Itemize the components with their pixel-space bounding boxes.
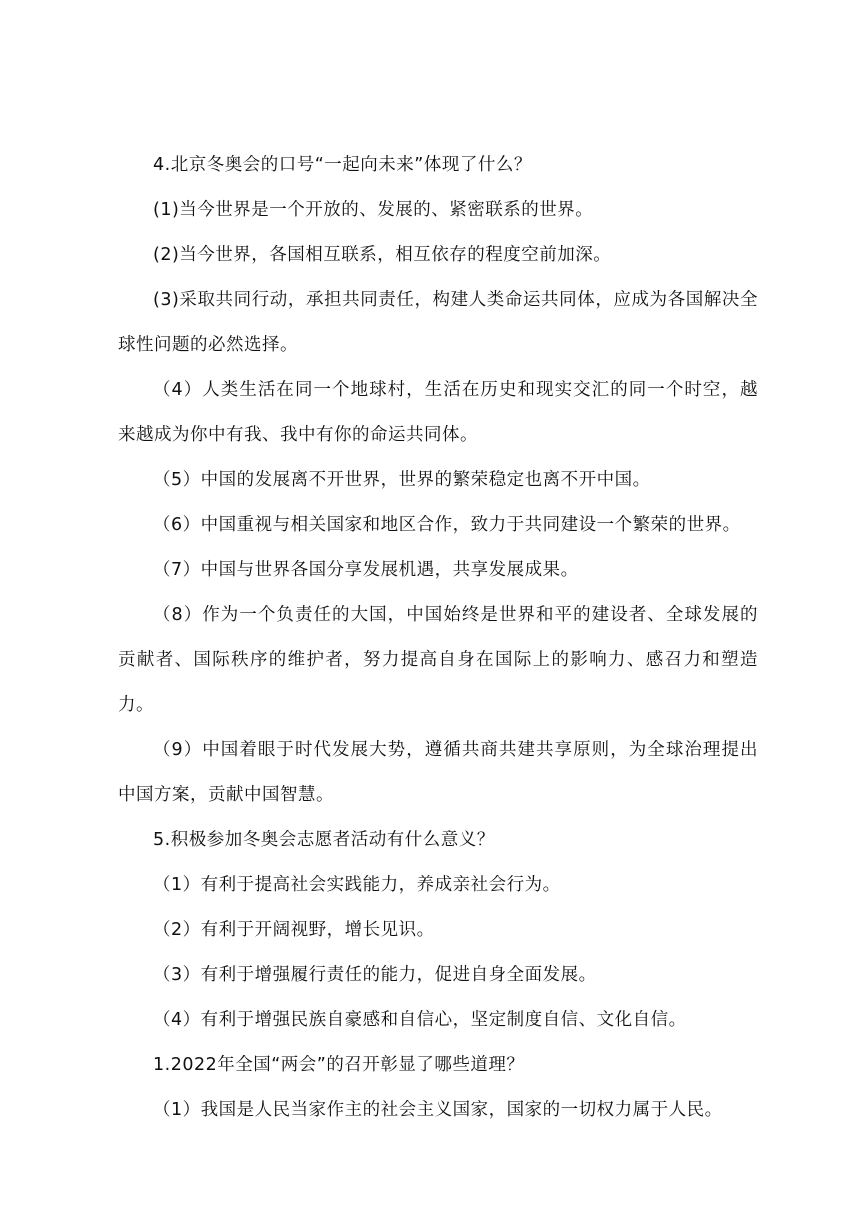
answer-4-item-6: （6）中国重视与相关国家和地区合作，致力于共同建设一个繁荣的世界。	[153, 515, 741, 535]
answer-5-item-4: （4）有利于增强民族自豪感和自信心，坚定制度自信、文化自信。	[153, 1010, 687, 1030]
answer-4-item-9: （9）中国着眼于时代发展大势，遵循共商共建共享原则，为全球治理提出中国方案，贡献中国智慧。	[118, 740, 758, 805]
question-4-heading: 4.北京冬奥会的口号“一起向未来”体现了什么？	[153, 155, 532, 175]
answer-4-item-8: （8）作为一个负责任的大国，中国始终是世界和平的建设者、全球发展的贡献者、国际秩序的维护者，努力提高自身在国际上的影响力、感召力和塑造力。	[118, 605, 758, 715]
answer-4-item-4: （4）人类生活在同一个地球村，生活在历史和现实交汇的同一个时空，越来越成为你中有我、我中有你的命运共同体。	[118, 380, 758, 445]
answer-4-item-3: (3)采取共同行动，承担共同责任，构建人类命运共同体，应成为各国解决全球性问题的必然选择。	[118, 290, 758, 355]
document-body	[118, 143, 758, 1133]
answer-4-item-7: （7）中国与世界各国分享发展机遇，共享发展成果。	[153, 560, 579, 580]
answer-5-item-2: （2）有利于开阔视野，增长见识。	[153, 920, 435, 940]
answer-4-item-1: (1)当今世界是一个开放的、发展的、紧密联系的世界。	[153, 200, 594, 220]
answer-5-item-1: （1）有利于提高社会实践能力，养成亲社会行为。	[153, 875, 561, 895]
answer-1-item-1: （1）我国是人民当家作主的社会主义国家，国家的一切权力属于人民。	[153, 1100, 723, 1120]
answer-5-item-3: （3）有利于增强履行责任的能力，促进自身全面发展。	[153, 965, 597, 985]
question-1-heading: 1.2022年全国“两会”的召开彰显了哪些道理？	[153, 1055, 525, 1075]
question-5-heading: 5.积极参加冬奥会志愿者活动有什么意义？	[153, 830, 495, 850]
answer-4-item-5: （5）中国的发展离不开世界，世界的繁荣稳定也离不开中国。	[153, 470, 651, 490]
answer-4-item-2: (2)当今世界，各国相互联系，相互依存的程度空前加深。	[153, 245, 612, 265]
